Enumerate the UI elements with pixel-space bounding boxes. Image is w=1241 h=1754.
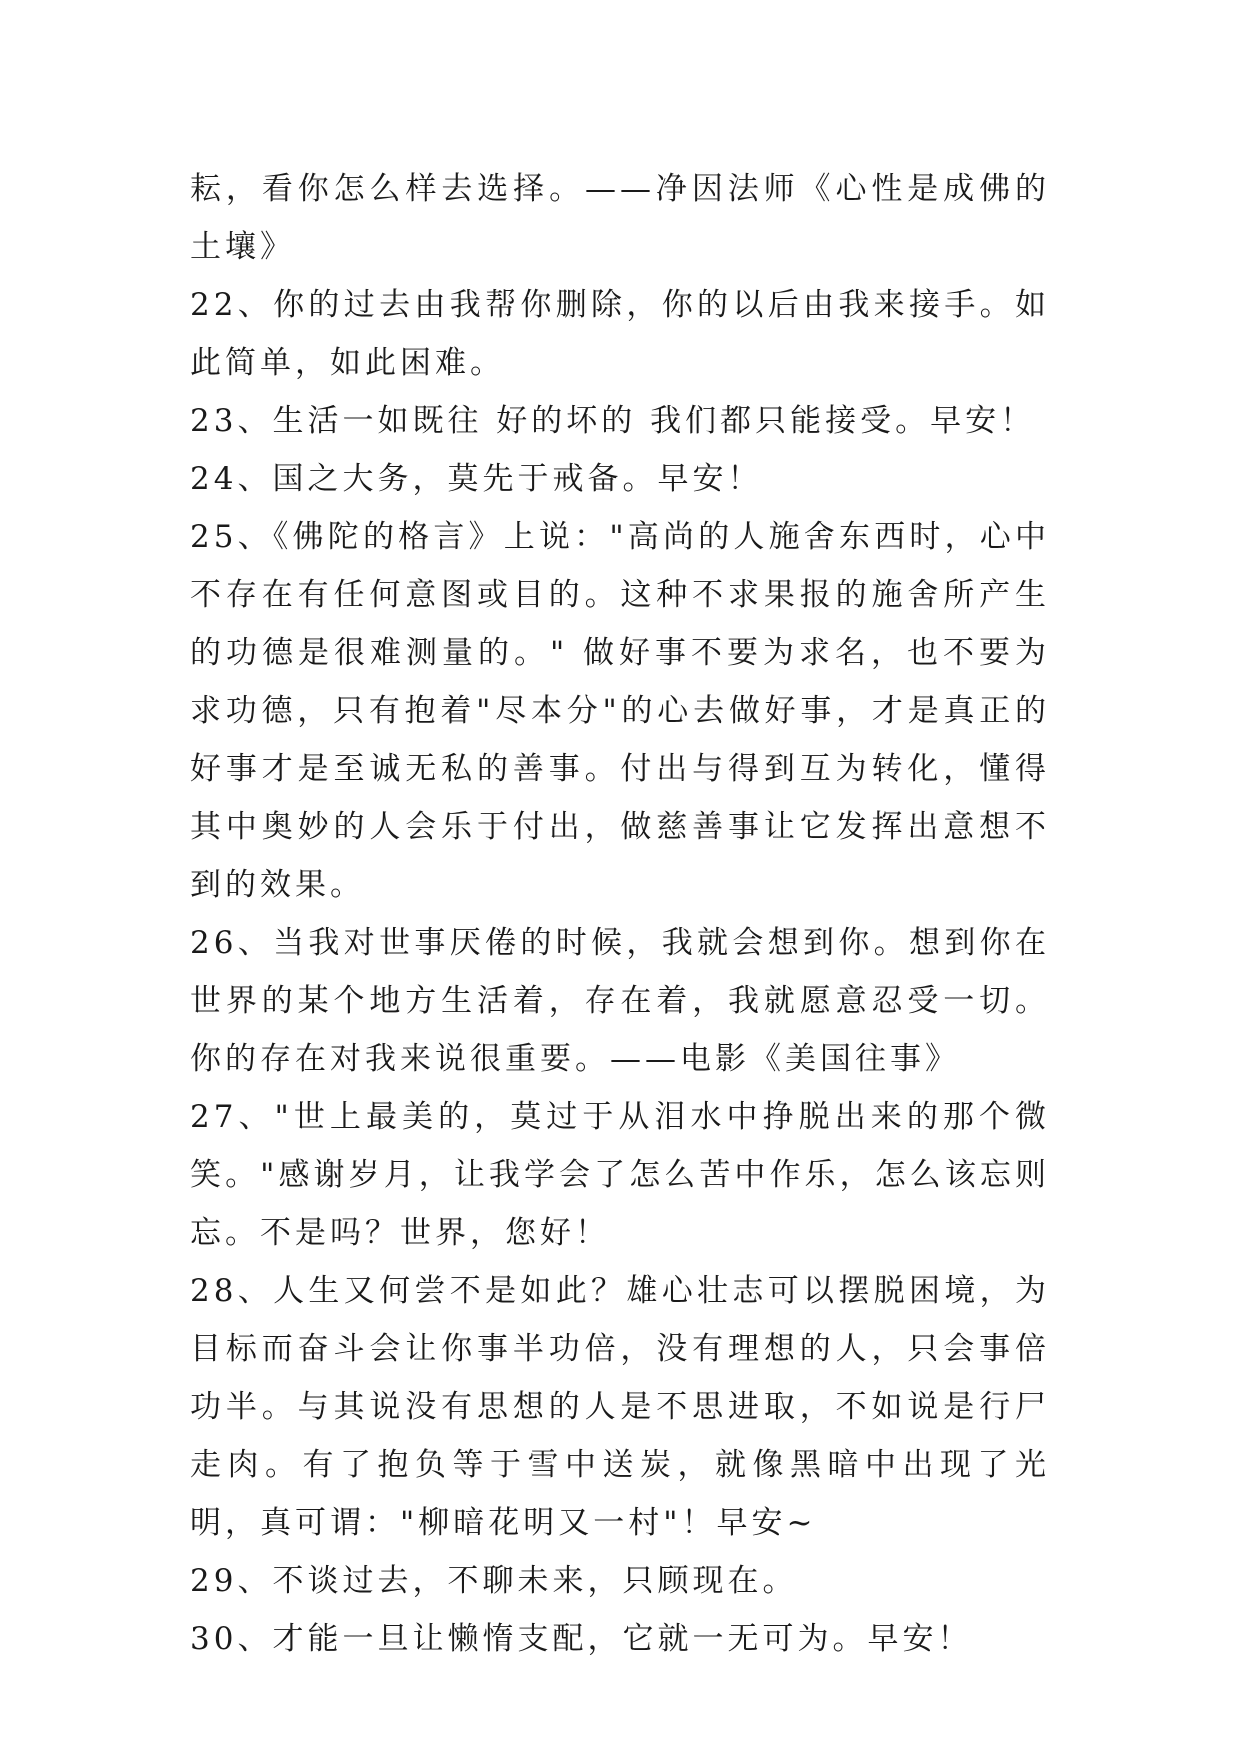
paragraph-item-29: 29、不谈过去，不聊未来，只顾现在。 <box>190 1563 798 1599</box>
paragraph-item-26: 26、当我对世事厌倦的时候，我就会想到你。想到你在世界的某个地方生活着，存在着，我就愿意忍受一切。 你的存在对我来说很重要。——电影《美国往事》 <box>190 925 1050 1077</box>
paragraph-item-27: 27、"世上最美的，莫过于从泪水中挣脱出来的那个微笑。"感谢岁月，让我学会了怎么苦中作乐，怎么该忘则忘。不是吗？世界，您好！ <box>190 1099 1050 1251</box>
paragraph-item-23: 23、生活一如既往 好的坏的 我们都只能接受。早安！ <box>190 403 1036 439</box>
paragraph-continuation: 耘，看你怎么样去选择。——净因法师《心性是成佛的土壤》 <box>190 171 1050 265</box>
paragraph-item-25: 25、《佛陀的格言》上说："高尚的人施舍东西时，心中不存在有任何意图或目的。这种不求果报的施舍所产生的功德是很难测量的。" 做好事不要为求名，也不要为求功德，只有抱着"尽本分"的心去做好事，才是真正的好事才是至诚无私的善事。付出与得到互为转化，懂得其中奥妙的人会乐于付出，做慈善事让它发挥出意想不到的效果。 <box>190 519 1050 903</box>
document-body <box>190 160 1050 1668</box>
paragraph-item-28: 28、人生又何尝不是如此？雄心壮志可以摆脱困境，为目标而奋斗会让你事半功倍，没有理想的人，只会事倍功半。与其说没有思想的人是不思进取，不如说是行尸走肉。有了抱负等于雪中送炭，就像黑暗中出现了光明，真可谓："柳暗花明又一村"！早安~ <box>190 1273 1050 1541</box>
paragraph-item-22: 22、你的过去由我帮你删除，你的以后由我来接手。如此简单，如此困难。 <box>190 287 1050 381</box>
paragraph-item-30: 30、才能一旦让懒惰支配，它就一无可为。早安！ <box>190 1621 973 1657</box>
paragraph-item-24: 24、国之大务，莫先于戒备。早安！ <box>190 461 763 497</box>
